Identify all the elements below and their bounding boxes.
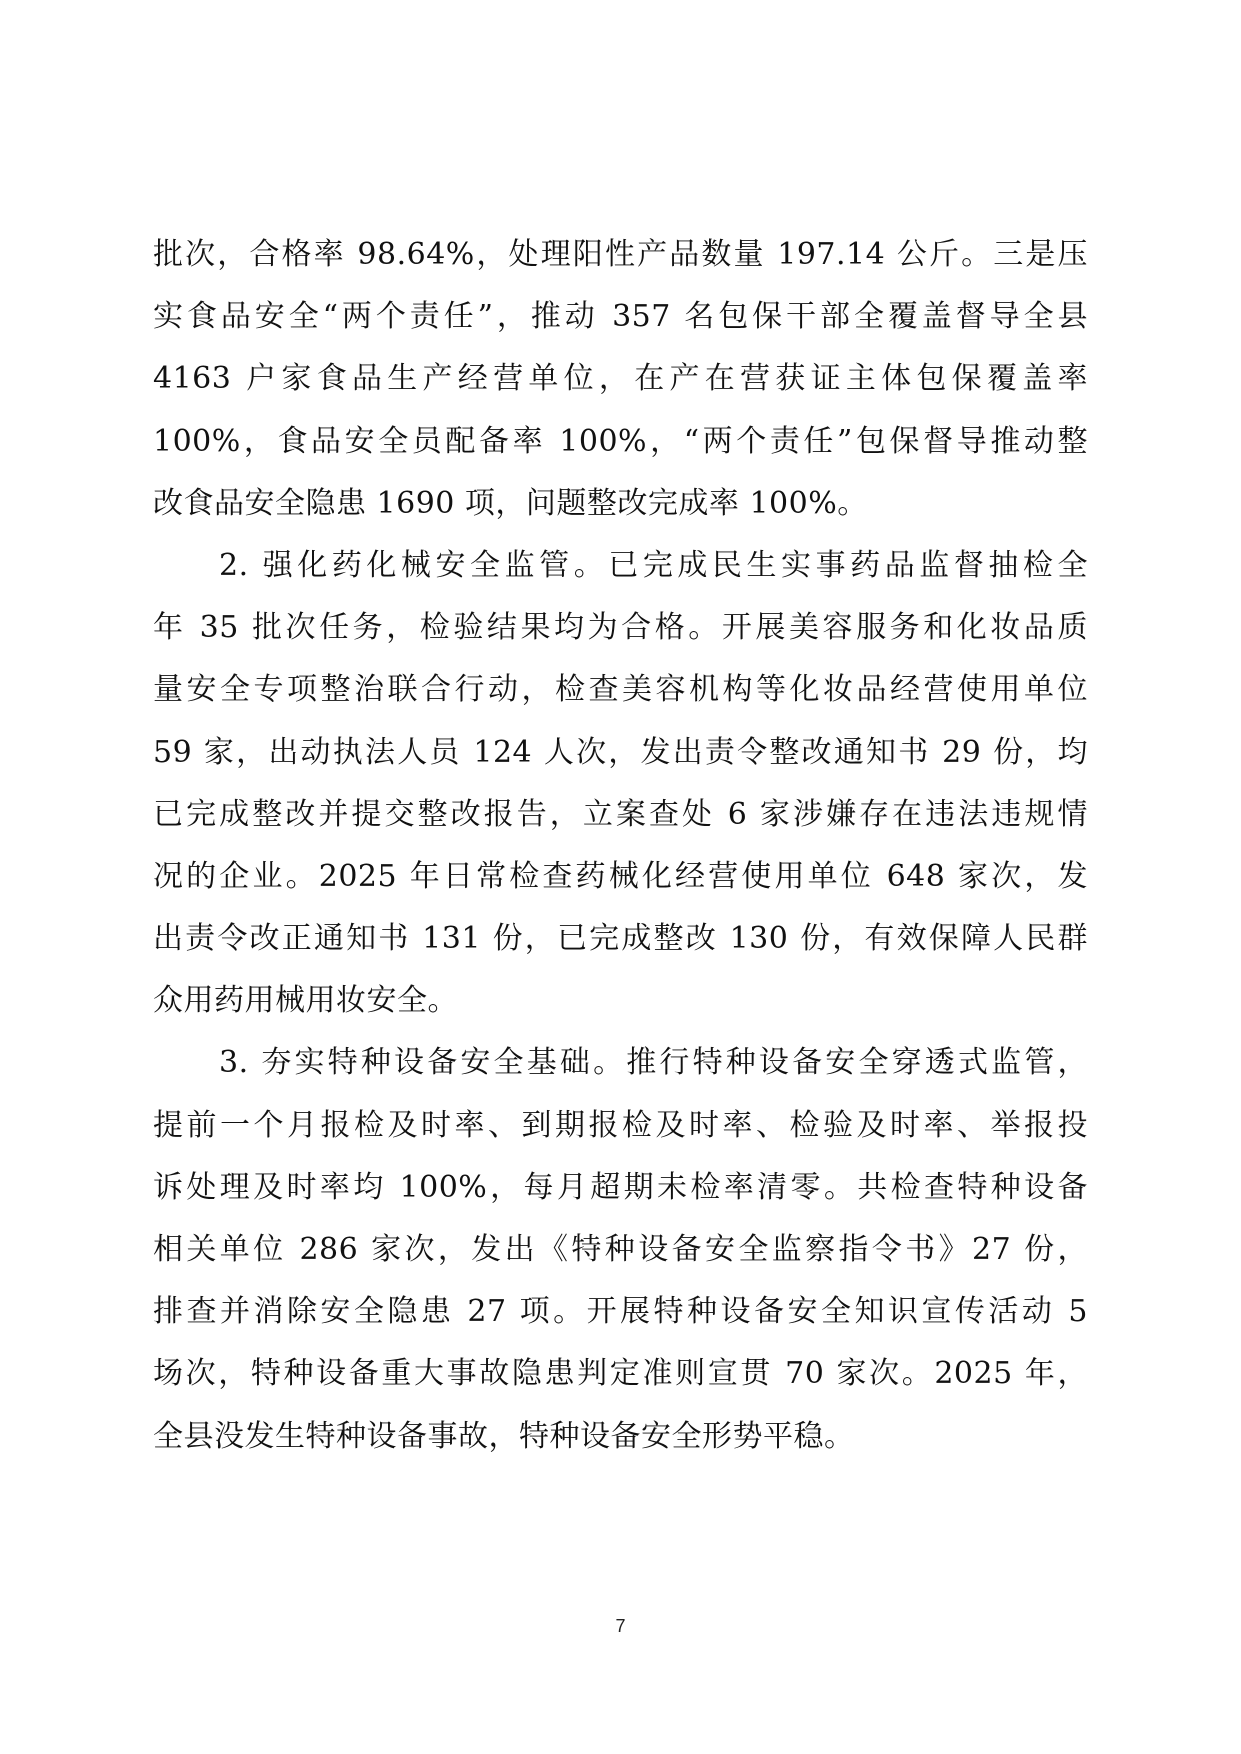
paragraph-line: 众用药用械用妆安全。 — [153, 983, 458, 1019]
paragraph-line: 全县没发生特种设备事故，特种设备安全形势平稳。 — [153, 1418, 855, 1454]
paragraph-line: 相关单位 286 家次，发出《特种设备安全监察指令书》27 份， — [153, 1232, 1088, 1267]
paragraph-line: 场次，特种设备重大事故隐患判定准则宣贯 70 家次。2025 年， — [153, 1356, 1088, 1392]
document-body — [153, 224, 1088, 1468]
paragraph-line: 量安全专项整治联合行动，检查美容机构等化妆品经营使用单位 — [153, 672, 1088, 708]
paragraph-line: 提前一个月报检及时率、到期报检及时率、检验及时率、举报投 — [153, 1107, 1088, 1143]
paragraph-line: 批次，合格率 98.64%，处理阳性产品数量 197.14 公斤。三是压 — [153, 237, 1088, 272]
paragraph-line: 诉处理及时率均 100%，每月超期未检率清零。共检查特种设备 — [153, 1169, 1088, 1205]
paragraph-line: 实食品安全“两个责任”，推动 357 名包保干部全覆盖督导全县 — [153, 299, 1088, 335]
paragraph-line: 4163 户家食品生产经营单位，在产在营获证主体包保覆盖率 — [153, 361, 1088, 397]
section-heading-line: 2. 强化药化械安全监管。已完成民生实事药品监督抽检全 — [219, 547, 1088, 583]
section-heading-line: 3. 夯实特种设备安全基础。推行特种设备安全穿透式监管， — [219, 1045, 1088, 1081]
paragraph-line: 改食品安全隐患 1690 项，问题整改完成率 100%。 — [153, 485, 868, 521]
paragraph-line: 59 家，出动执法人员 124 人次，发出责令整改通知书 29 份，均 — [153, 734, 1088, 770]
paragraph-line: 已完成整改并提交整改报告，立案查处 6 家涉嫌存在违法违规情 — [153, 796, 1088, 832]
paragraph-line: 100%，食品安全员配备率 100%，“两个责任”包保督导推动整 — [153, 423, 1088, 459]
page-number: 7 — [615, 1616, 626, 1636]
paragraph-line: 排查并消除安全隐患 27 项。开展特种设备安全知识宣传活动 5 — [153, 1294, 1088, 1330]
paragraph-line: 况的企业。2025 年日常检查药械化经营使用单位 648 家次，发 — [153, 858, 1088, 894]
paragraph-line: 出责令改正通知书 131 份，已完成整改 130 份，有效保障人民群 — [153, 921, 1088, 957]
paragraph-line: 年 35 批次任务，检验结果均为合格。开展美容服务和化妆品质 — [153, 610, 1088, 646]
